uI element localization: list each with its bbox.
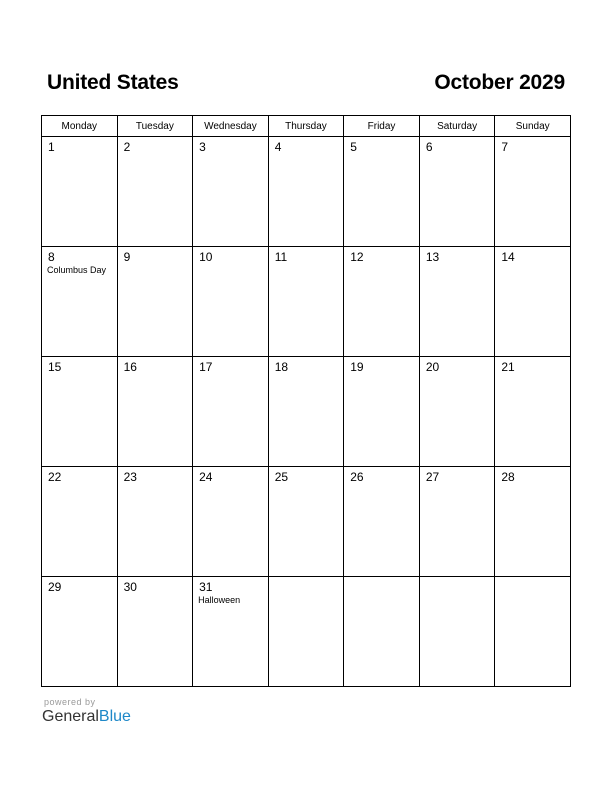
day-cell [268,467,344,577]
day-cell [495,137,571,247]
day-cell [344,137,420,247]
day-number: 25 [274,470,289,484]
generalblue-logo [42,708,131,726]
day-cell [42,357,118,467]
day-number: 30 [123,580,137,594]
day-cell [419,137,495,247]
day-cell [193,577,269,687]
day-number: 17 [199,360,213,374]
day-cell [42,467,118,577]
day-number [420,577,495,581]
day-cell [344,577,420,687]
day-number: 28 [501,470,515,484]
day-number: 16 [123,360,137,374]
day-number: 15 [48,360,62,374]
day-number: 4 [274,140,282,154]
day-cell [344,357,420,467]
day-cell [117,137,193,247]
day-cell [495,247,571,357]
day-number: 5 [350,140,357,154]
day-number [495,577,570,581]
day-cell [42,577,118,687]
day-cell [268,577,344,687]
brand-blue: Blue [98,708,131,725]
day-number: 21 [501,360,515,374]
day-number [269,577,344,581]
day-cell [344,247,420,357]
day-cell [117,357,193,467]
day-cell [495,357,571,467]
day-number: 20 [425,360,440,374]
day-cell [268,137,344,247]
day-number: 7 [501,140,509,154]
day-number: 10 [199,250,213,264]
day-number [344,577,419,581]
day-number: 19 [350,360,364,374]
day-number: 11 [274,250,288,264]
week-row [42,357,571,467]
week-row [42,247,571,357]
day-number: 23 [123,470,137,484]
day-number: 1 [48,140,55,154]
day-number: 8 [48,250,55,264]
weekday-header-tuesday: Tuesday [117,116,193,137]
day-number: 9 [123,250,131,264]
country-title: United States [47,71,179,94]
day-number: 24 [199,470,213,484]
day-number: 13 [425,250,440,264]
day-number: 18 [274,360,289,374]
weekday-header-sunday: Sunday [495,116,571,137]
day-cell [419,247,495,357]
day-cell [495,467,571,577]
week-row [42,467,571,577]
day-cell [117,247,193,357]
day-cell [268,247,344,357]
day-cell [193,137,269,247]
day-number: 29 [48,580,62,594]
day-cell [117,577,193,687]
day-number: 12 [350,250,364,264]
weekday-header-saturday: Saturday [419,116,495,137]
weekday-header-row [42,116,571,137]
day-number: 2 [123,140,131,154]
day-cell [193,467,269,577]
day-cell [193,247,269,357]
week-row [42,137,571,247]
holiday-label: Halloween [198,595,241,605]
weekday-header-monday: Monday [42,116,118,137]
day-number: 22 [48,470,62,484]
day-number: 14 [501,250,515,264]
brand-general: General [42,708,99,725]
day-cell [42,137,118,247]
holiday-label: Columbus Day [47,265,107,275]
day-number: 31 [199,580,213,594]
day-cell [42,247,118,357]
powered-by-label: powered by [44,697,96,707]
weekday-header-friday: Friday [344,116,420,137]
day-cell [495,577,571,687]
day-cell [419,467,495,577]
calendar-grid [41,115,571,687]
weekday-header-wednesday: Wednesday [193,116,269,137]
day-number: 3 [199,140,206,154]
week-row [42,577,571,687]
day-cell [419,577,495,687]
day-cell [419,357,495,467]
day-number: 26 [350,470,364,484]
day-cell [344,467,420,577]
day-cell [193,357,269,467]
day-number: 6 [425,140,433,154]
weekday-header-thursday: Thursday [268,116,344,137]
day-cell [117,467,193,577]
day-number: 27 [425,470,440,484]
day-cell [268,357,344,467]
month-title: October 2029 [434,71,565,94]
